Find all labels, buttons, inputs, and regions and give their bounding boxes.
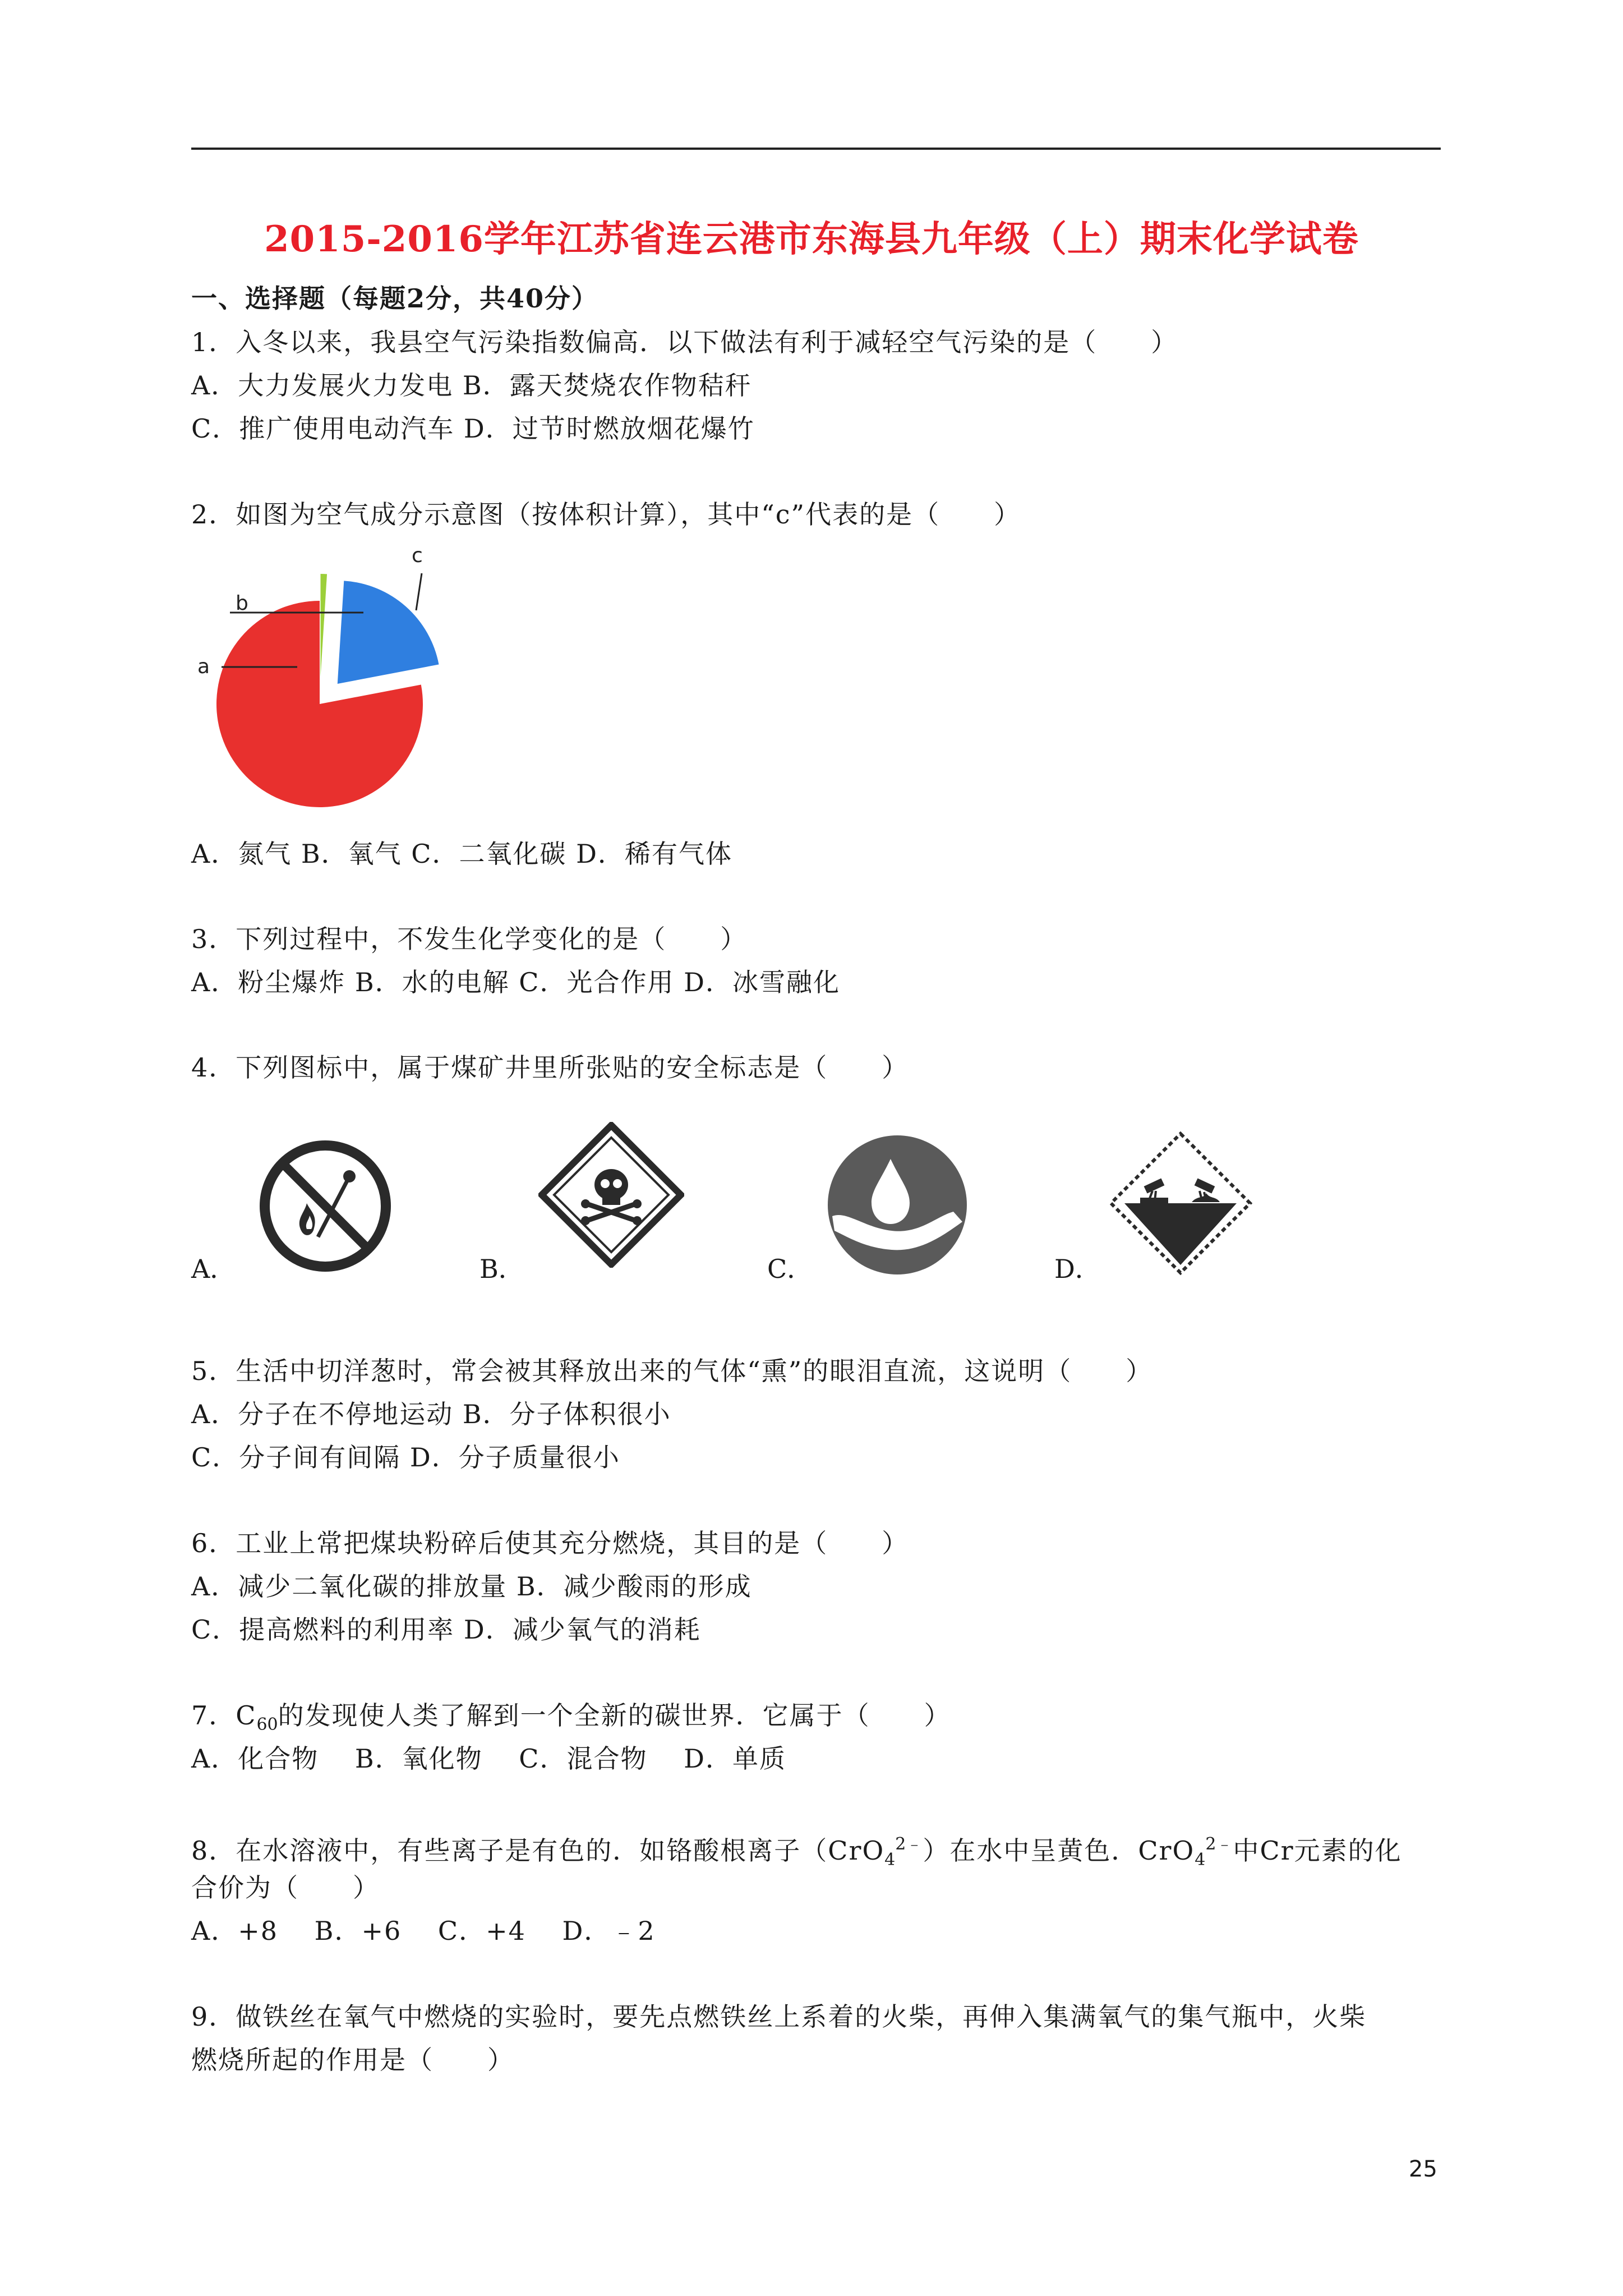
question-6-options-cd: C．提高燃料的利用率 D．减少氧气的消耗 [191, 1614, 701, 1645]
question-3-stem: 3．下列过程中，不发生化学变化的是（ ） [191, 924, 748, 954]
toxic-skull-icon [538, 1122, 684, 1268]
question-9-stem-line2: 燃烧所起的作用是（ ） [191, 2045, 514, 2075]
air-composition-pie-chart [185, 539, 499, 830]
section-heading: 一、选择题（每题2分，共40分） [191, 283, 599, 314]
sign-label-c: C． [767, 1254, 813, 1284]
q8-sup-a: 2﹣ [895, 1834, 923, 1854]
pie-label-b: b [236, 592, 248, 615]
q7-suffix: 的发现使人类了解到一个全新的碳世界．它属于（ ） [278, 1700, 951, 1731]
question-5-stem: 5．生活中切洋葱时，常会被其释放出来的气体“熏”的眼泪直流，这说明（ ） [191, 1356, 1153, 1386]
question-1-options-ab: A．大力发展火力发电 B．露天焚烧农作物秸秆 [191, 370, 752, 401]
q8-part3: 中Cr元素的化 [1233, 1835, 1402, 1866]
question-6-stem: 6．工业上常把煤块粉碎后使其充分燃烧，其目的是（ ） [191, 1528, 909, 1558]
question-1-options-cd: C．推广使用电动汽车 D．过节时燃放烟花爆竹 [191, 413, 755, 444]
question-8-stem [191, 1828, 1402, 1877]
no-fire-icon [255, 1136, 395, 1276]
question-6-options-ab: A．减少二氧化碳的排放量 B．减少酸雨的形成 [191, 1571, 752, 1602]
q8-sup-b: 2﹣ [1205, 1834, 1233, 1854]
question-5-options-ab: A．分子在不停地运动 B．分子体积很小 [191, 1399, 671, 1429]
q8-sub-a: 4 [884, 1850, 896, 1870]
pie-slice-b [321, 574, 328, 677]
q7-subscript: 60 [256, 1715, 278, 1734]
question-4-stem: 4．下列图标中，属于煤矿井里所张贴的安全标志是（ ） [191, 1052, 909, 1083]
question-5-options-cd: C．分子间有间隔 D．分子质量很小 [191, 1442, 620, 1473]
question-2-options: A．氮气 B．氧气 C．二氧化碳 D．稀有气体 [191, 839, 732, 869]
exam-title: 2015-2016学年江苏省连云港市东海县九年级（上）期末化学试卷 [264, 218, 1359, 260]
pie-slice-c [338, 581, 439, 684]
page-number: 25 [1409, 2156, 1437, 2182]
q8-sub-b: 4 [1195, 1850, 1206, 1870]
q8-part1: 8．在水溶液中，有些离子是有色的．如铬酸根离子（CrO [191, 1835, 885, 1866]
question-7-options: A．化合物 B．氧化物 C．混合物 D．单质 [191, 1743, 786, 1774]
sign-label-a: A． [191, 1254, 236, 1284]
leader-line-c [416, 573, 422, 610]
sign-label-d: D． [1054, 1254, 1101, 1284]
corrosive-icon [1108, 1130, 1253, 1276]
question-8-stem-line2: 合价为（ ） [191, 1872, 380, 1903]
question-7-stem [191, 1699, 951, 1742]
q8-part2: ）在水中呈黄色．CrO [923, 1835, 1195, 1866]
question-3-options: A．粉尘爆炸 B．水的电解 C．光合作用 D．冰雪融化 [191, 967, 840, 997]
question-1-stem: 1．入冬以来，我县空气污染指数偏高．以下做法有利于减轻空气污染的是（ ） [191, 327, 1178, 357]
pie-label-a: a [197, 655, 210, 678]
question-9-stem-line1: 9．做铁丝在氧气中燃烧的实验时，要先点燃铁丝上系着的火柴，再伸入集满氧气的集气瓶中，火柴 [191, 2001, 1367, 2032]
pie-label-c: c [412, 544, 423, 567]
q7-prefix: 7．C [191, 1700, 257, 1731]
question-2-stem: 2．如图为空气成分示意图（按体积计算），其中“c”代表的是（ ） [191, 499, 1021, 530]
header-rule [191, 148, 1441, 150]
drop-water-icon [824, 1132, 970, 1278]
question-8-options: A．+8 B．+6 C．+4 D．﹣2 [191, 1916, 656, 1946]
sign-label-b: B． [479, 1254, 524, 1284]
